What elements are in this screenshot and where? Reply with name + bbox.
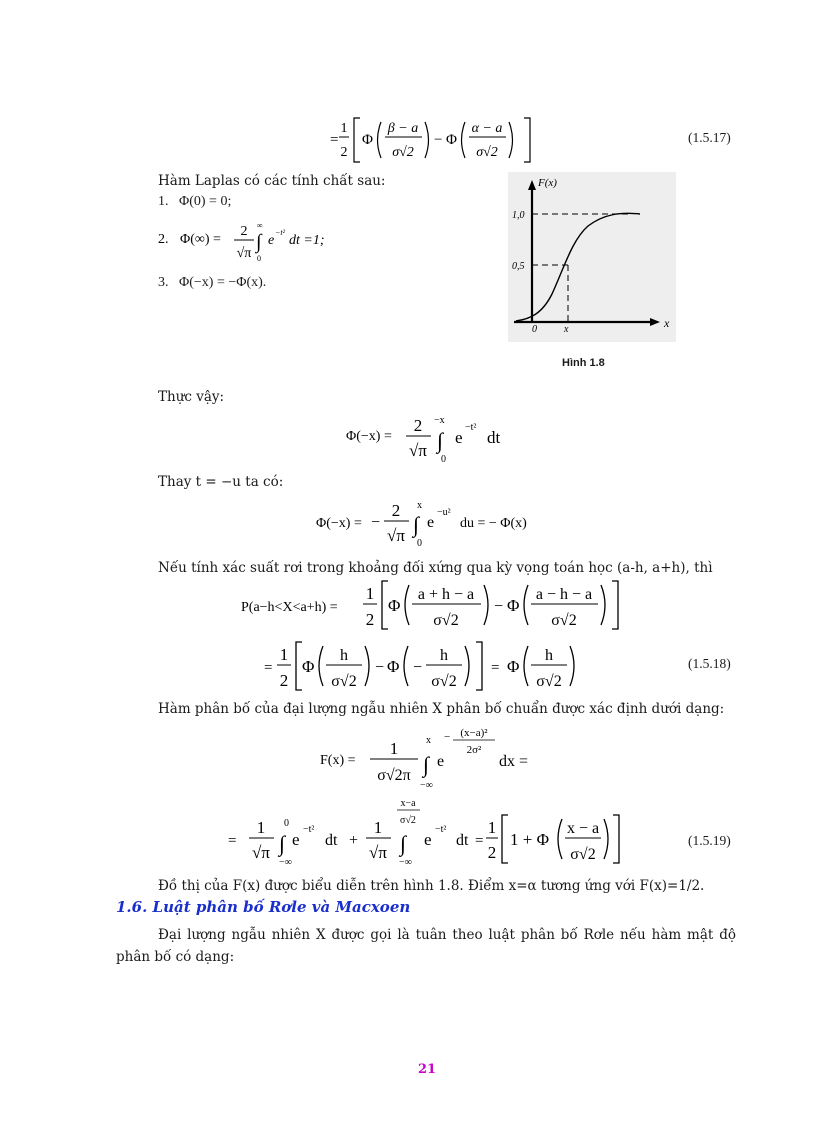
coef-num: 2 bbox=[240, 224, 248, 239]
coef-den: σ√2π bbox=[377, 767, 411, 784]
coef-den: √π bbox=[236, 246, 252, 261]
int2-upper-num: x−a bbox=[400, 798, 416, 809]
tick-05: 0,5 bbox=[512, 261, 525, 272]
half-den: 2 bbox=[279, 671, 289, 690]
half-den: 2 bbox=[365, 610, 375, 629]
eq-sign: = bbox=[228, 833, 237, 849]
equation-fx bbox=[317, 722, 567, 794]
lhs: Φ(−x) = bbox=[346, 429, 392, 444]
integral-sign: ∫ bbox=[279, 831, 286, 856]
minus: − bbox=[375, 659, 385, 676]
plus: + bbox=[349, 832, 359, 849]
lower-limit: 0 bbox=[441, 454, 446, 465]
f-num: x − a bbox=[566, 820, 600, 837]
lhs: F(x) = bbox=[320, 753, 356, 768]
coef-den: √π bbox=[409, 441, 427, 460]
eq-sign: = bbox=[330, 132, 339, 148]
f1-den: σ√2 bbox=[433, 612, 459, 629]
h-den: σ√2 bbox=[536, 673, 562, 690]
equation-1-5-17 bbox=[330, 112, 570, 166]
integrand: e bbox=[437, 753, 445, 770]
indeed-text: Thực vậy: bbox=[158, 389, 225, 405]
neg-sign: − bbox=[371, 514, 381, 531]
integral-sign: ∫ bbox=[400, 831, 407, 856]
property-3 bbox=[158, 275, 266, 291]
eq-sign: = bbox=[264, 660, 273, 676]
integral-sign: ∫ bbox=[437, 428, 444, 453]
equation-1-5-19 bbox=[228, 795, 628, 871]
figure-1-8 bbox=[508, 172, 676, 342]
equation-1-5-18-b bbox=[264, 638, 594, 694]
coef-den: √π bbox=[387, 526, 405, 545]
integrand: e bbox=[268, 233, 275, 248]
tail: dx = bbox=[499, 753, 529, 770]
coef-num: 1 bbox=[389, 739, 399, 758]
f1-num: a + h − a bbox=[417, 586, 475, 603]
phi-symbol: Φ bbox=[446, 132, 457, 148]
tick-1: 1,0 bbox=[512, 210, 525, 221]
lower-limit: 0 bbox=[417, 538, 422, 549]
normal-text: Hàm phân bố của đại lượng ngẫu nhiên X phân bố chuẩn được xác định dưới dạng: bbox=[158, 701, 725, 717]
page-number: 21 bbox=[418, 1062, 437, 1077]
property-text: Φ(−x) = −Φ(x). bbox=[179, 275, 267, 290]
h-num: h bbox=[340, 647, 348, 664]
property-lhs: Φ(∞) = bbox=[180, 232, 221, 247]
section-heading: 1.6. Luật phân bố Rơle và Macxoen bbox=[116, 898, 411, 916]
tail: du = − Φ(x) bbox=[460, 516, 527, 531]
coef-num: 2 bbox=[413, 416, 423, 435]
equation-phi-neg bbox=[343, 410, 543, 466]
h-den: σ√2 bbox=[431, 673, 457, 690]
integrand: e bbox=[292, 830, 300, 849]
equation-number: (1.5.18) bbox=[688, 656, 731, 671]
dt: dt bbox=[487, 428, 501, 447]
dt: dt bbox=[325, 832, 338, 849]
exp-sign: − bbox=[444, 731, 451, 743]
dt: dt bbox=[456, 832, 469, 849]
equation-1-5-18-a bbox=[238, 577, 628, 633]
exp-num: (x−a)² bbox=[460, 727, 488, 739]
figure-caption: Hình 1.8 bbox=[562, 357, 605, 369]
c1-den: √π bbox=[252, 843, 270, 862]
equation-number: (1.5.19) bbox=[688, 833, 731, 848]
exponent: −t² bbox=[303, 824, 315, 835]
x-tick-label: x bbox=[564, 324, 569, 335]
exponent: −t² bbox=[275, 228, 286, 237]
c2-num: 1 bbox=[373, 818, 383, 837]
property-1 bbox=[158, 194, 231, 210]
int1-lower: −∞ bbox=[279, 857, 292, 868]
frac1-num: β − a bbox=[387, 121, 419, 136]
dt: dt =1; bbox=[289, 233, 325, 248]
x-axis-label: x bbox=[664, 316, 670, 330]
substitute-text: Thay t = −u ta có: bbox=[158, 474, 284, 490]
h-den: σ√2 bbox=[331, 673, 357, 690]
integral-sign: ∫ bbox=[413, 512, 420, 537]
int1-upper: 0 bbox=[284, 818, 289, 829]
minus: − bbox=[434, 132, 443, 148]
equation-number: (1.5.17) bbox=[688, 130, 731, 145]
half-num: 1 bbox=[487, 818, 497, 837]
integral-sign: ∫ bbox=[256, 231, 262, 253]
exponent: −u² bbox=[437, 507, 451, 518]
half-den: 2 bbox=[340, 145, 348, 160]
property-2 bbox=[156, 219, 376, 263]
lhs: P(a−h<X<a+h) = bbox=[241, 600, 338, 615]
frac2-num: α − a bbox=[471, 121, 503, 136]
integral-sign: ∫ bbox=[423, 752, 430, 777]
minus: − bbox=[494, 598, 504, 615]
phi-symbol: Φ bbox=[362, 132, 373, 148]
h-num: h bbox=[440, 647, 448, 664]
property-index: 1. bbox=[158, 194, 169, 209]
phi-symbol: Φ bbox=[507, 596, 520, 615]
exp-den: 2σ² bbox=[466, 744, 482, 756]
phi-symbol: Φ bbox=[302, 657, 315, 676]
c1-num: 1 bbox=[256, 818, 266, 837]
integrand: e bbox=[455, 428, 463, 447]
lower-limit: −∞ bbox=[420, 780, 433, 791]
eq-sign: = bbox=[491, 660, 500, 676]
f2-den: σ√2 bbox=[551, 612, 577, 629]
half-den: 2 bbox=[487, 843, 497, 862]
equation-substitution bbox=[313, 494, 553, 550]
upper-limit: ∞ bbox=[257, 221, 263, 230]
upper-limit: −x bbox=[434, 415, 445, 426]
frac2-den: σ√2 bbox=[476, 145, 498, 160]
origin-label: 0 bbox=[532, 324, 537, 335]
phi-symbol: Φ bbox=[387, 657, 400, 676]
graph-text: Đồ thị của F(x) được biểu diễn trên hình 1.8. Điểm x=α tương ứng với F(x)=1/2. bbox=[158, 878, 705, 894]
f-den: σ√2 bbox=[570, 846, 596, 863]
upper-limit: x bbox=[417, 500, 422, 511]
integrand: e bbox=[427, 514, 435, 531]
property-index: 3. bbox=[158, 275, 169, 290]
f2-num: a − h − a bbox=[535, 586, 593, 603]
exponent: −t² bbox=[435, 824, 447, 835]
rayleigh-paragraph: Đại lượng ngẫu nhiên X được gọi là tuân theo luật phân bố Rơle nếu hàm mật độ phân bố có dạng: bbox=[116, 927, 736, 965]
laplace-intro: Hàm Laplas có các tính chất sau: bbox=[158, 173, 386, 189]
neg-sign: − bbox=[413, 659, 423, 676]
int2-upper-den: σ√2 bbox=[400, 815, 416, 826]
exponent: −t² bbox=[465, 422, 477, 433]
lower-limit: 0 bbox=[257, 254, 261, 263]
frac1-den: σ√2 bbox=[392, 145, 414, 160]
phi-symbol: Φ bbox=[507, 657, 520, 676]
one-plus-phi: 1 + Φ bbox=[510, 830, 550, 849]
integrand: e bbox=[424, 830, 432, 849]
h-num: h bbox=[545, 647, 553, 664]
half-num: 1 bbox=[340, 121, 348, 136]
phi-symbol: Φ bbox=[388, 596, 401, 615]
y-axis-label: F(x) bbox=[538, 177, 557, 189]
lhs: Φ(−x) = bbox=[316, 516, 362, 531]
half-num: 1 bbox=[279, 645, 289, 664]
property-text: Φ(0) = 0; bbox=[179, 194, 232, 209]
int2-lower: −∞ bbox=[399, 857, 412, 868]
upper-limit: x bbox=[426, 735, 431, 746]
property-index: 2. bbox=[158, 232, 169, 247]
eq-sign: = bbox=[475, 833, 484, 849]
symmetric-text: Nếu tính xác suất rơi trong khoảng đối xứng qua kỳ vọng toán học (a-h, a+h), thì bbox=[158, 560, 713, 576]
half-num: 1 bbox=[365, 584, 375, 603]
c2-den: √π bbox=[369, 843, 387, 862]
coef-num: 2 bbox=[391, 501, 401, 520]
